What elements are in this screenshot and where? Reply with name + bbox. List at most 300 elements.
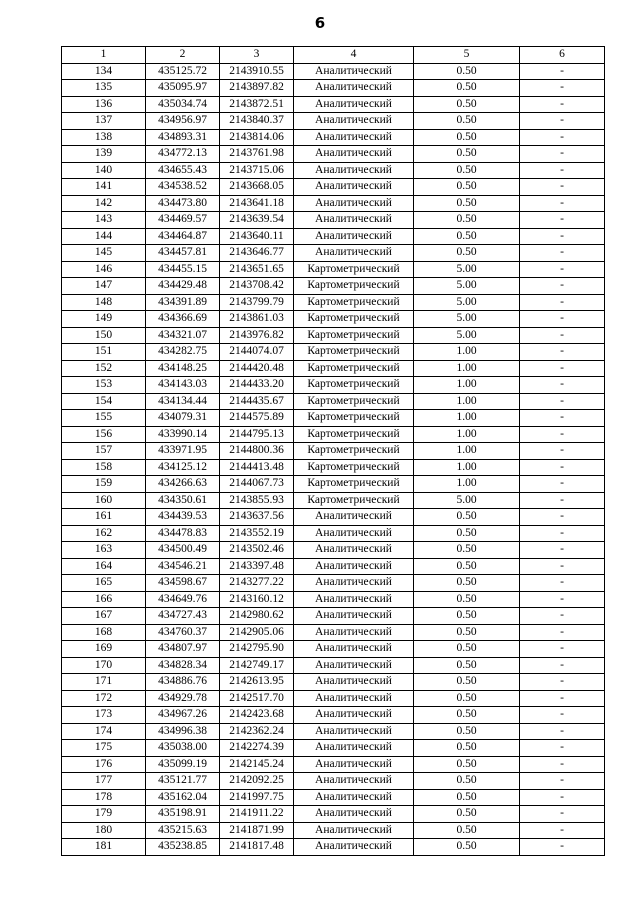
table-cell: 0.50: [414, 96, 520, 113]
table-cell: Картометрический: [294, 344, 414, 361]
table-cell: 2143910.55: [220, 63, 294, 80]
table-cell: -: [520, 542, 605, 559]
table-row: [62, 773, 605, 790]
table-cell: 135: [62, 80, 146, 97]
table-cell: 0.50: [414, 509, 520, 526]
table-cell: 148: [62, 294, 146, 311]
table-row: [62, 80, 605, 97]
table-cell: 175: [62, 740, 146, 757]
table-cell: Аналитический: [294, 212, 414, 229]
table-cell: 0.50: [414, 723, 520, 740]
table-cell: -: [520, 113, 605, 130]
table-cell: Аналитический: [294, 822, 414, 839]
table-row: [62, 723, 605, 740]
table-row: [62, 443, 605, 460]
table-cell: 152: [62, 360, 146, 377]
table-cell: 434464.87: [146, 228, 220, 245]
table-cell: 434956.97: [146, 113, 220, 130]
table-cell: -: [520, 789, 605, 806]
table-cell: 2143277.22: [220, 575, 294, 592]
table-cell: 166: [62, 591, 146, 608]
table-cell: -: [520, 459, 605, 476]
table-cell: -: [520, 80, 605, 97]
table-cell: 435095.97: [146, 80, 220, 97]
table-row: [62, 360, 605, 377]
table-cell: 171: [62, 674, 146, 691]
table-cell: 434967.26: [146, 707, 220, 724]
table-cell: 434455.15: [146, 261, 220, 278]
table-cell: Картометрический: [294, 426, 414, 443]
table-cell: -: [520, 756, 605, 773]
table-cell: Аналитический: [294, 96, 414, 113]
table-cell: 169: [62, 641, 146, 658]
table-cell: 5.00: [414, 294, 520, 311]
table-cell: Картометрический: [294, 443, 414, 460]
table-cell: -: [520, 311, 605, 328]
table-cell: 434886.76: [146, 674, 220, 691]
table-cell: 434125.12: [146, 459, 220, 476]
table-cell: 1.00: [414, 476, 520, 493]
table-cell: -: [520, 740, 605, 757]
table-cell: 0.50: [414, 558, 520, 575]
table-row: [62, 212, 605, 229]
table-row: [62, 839, 605, 856]
table-cell: 434760.37: [146, 624, 220, 641]
table-cell: 149: [62, 311, 146, 328]
table-row: [62, 674, 605, 691]
table-cell: Картометрический: [294, 278, 414, 295]
table-cell: 0.50: [414, 657, 520, 674]
table-cell: Картометрический: [294, 311, 414, 328]
table-cell: 434366.69: [146, 311, 220, 328]
table-cell: Аналитический: [294, 756, 414, 773]
table-cell: 170: [62, 657, 146, 674]
table-row: [62, 195, 605, 212]
table-cell: -: [520, 195, 605, 212]
table-cell: 0.50: [414, 575, 520, 592]
table-cell: 2142517.70: [220, 690, 294, 707]
table-cell: 138: [62, 129, 146, 146]
table-cell: 2143708.42: [220, 278, 294, 295]
table-row: [62, 410, 605, 427]
table-row: [62, 245, 605, 262]
table-cell: 434727.43: [146, 608, 220, 625]
table-cell: 434929.78: [146, 690, 220, 707]
table-cell: Аналитический: [294, 509, 414, 526]
table-cell: -: [520, 245, 605, 262]
table-cell: 5.00: [414, 278, 520, 295]
table-cell: 2143646.77: [220, 245, 294, 262]
table-cell: 0.50: [414, 212, 520, 229]
table-cell: 434282.75: [146, 344, 220, 361]
table-cell: 161: [62, 509, 146, 526]
table-cell: Аналитический: [294, 707, 414, 724]
table-cell: 0.50: [414, 740, 520, 757]
table-cell: 434457.81: [146, 245, 220, 262]
table-cell: 2143160.12: [220, 591, 294, 608]
table-cell: Аналитический: [294, 245, 414, 262]
table-cell: 434148.25: [146, 360, 220, 377]
table-cell: 145: [62, 245, 146, 262]
table-cell: -: [520, 723, 605, 740]
table-cell: 434429.48: [146, 278, 220, 295]
table-row: [62, 558, 605, 575]
table-cell: -: [520, 294, 605, 311]
table-cell: -: [520, 261, 605, 278]
table-cell: -: [520, 657, 605, 674]
table-row: [62, 278, 605, 295]
table-cell: 139: [62, 146, 146, 163]
table-cell: 1.00: [414, 393, 520, 410]
table-cell: 174: [62, 723, 146, 740]
table-row: [62, 179, 605, 196]
table-cell: 2143639.54: [220, 212, 294, 229]
table-cell: 156: [62, 426, 146, 443]
page-number: 6: [314, 14, 326, 32]
table-cell: -: [520, 608, 605, 625]
table-cell: 435238.85: [146, 839, 220, 856]
table-cell: 2142905.06: [220, 624, 294, 641]
table-cell: 2143640.11: [220, 228, 294, 245]
table-cell: 151: [62, 344, 146, 361]
table-cell: 0.50: [414, 228, 520, 245]
table-cell: 435121.77: [146, 773, 220, 790]
table-cell: Картометрический: [294, 393, 414, 410]
table-cell: -: [520, 707, 605, 724]
table-cell: 434478.83: [146, 525, 220, 542]
table-cell: 2143897.82: [220, 80, 294, 97]
table-cell: 0.50: [414, 674, 520, 691]
table-cell: -: [520, 146, 605, 163]
table-cell: 2144435.67: [220, 393, 294, 410]
table-row: [62, 806, 605, 823]
table-row: [62, 575, 605, 592]
table-cell: -: [520, 558, 605, 575]
table-cell: Аналитический: [294, 146, 414, 163]
table-row: [62, 789, 605, 806]
table-cell: 178: [62, 789, 146, 806]
table-cell: Аналитический: [294, 542, 414, 559]
coordinates-table: [61, 46, 605, 856]
table-cell: 0.50: [414, 756, 520, 773]
table-cell: Картометрический: [294, 410, 414, 427]
table-cell: 158: [62, 459, 146, 476]
column-header: 4: [294, 47, 414, 64]
table-cell: Аналитический: [294, 773, 414, 790]
table-cell: 2143861.03: [220, 311, 294, 328]
table-row: [62, 641, 605, 658]
table-cell: Аналитический: [294, 162, 414, 179]
table-cell: Аналитический: [294, 839, 414, 856]
table-cell: 144: [62, 228, 146, 245]
table-cell: 0.50: [414, 162, 520, 179]
table-row: [62, 657, 605, 674]
table-cell: 0.50: [414, 179, 520, 196]
table-row: [62, 591, 605, 608]
table-cell: 2143651.65: [220, 261, 294, 278]
table-cell: 140: [62, 162, 146, 179]
table-cell: Аналитический: [294, 195, 414, 212]
table-row: [62, 311, 605, 328]
table-cell: -: [520, 641, 605, 658]
table-cell: 164: [62, 558, 146, 575]
table-row: [62, 690, 605, 707]
table-cell: 5.00: [414, 492, 520, 509]
table-cell: 2141997.75: [220, 789, 294, 806]
table-cell: 434772.13: [146, 146, 220, 163]
column-header: 3: [220, 47, 294, 64]
table-cell: Аналитический: [294, 624, 414, 641]
table-cell: 0.50: [414, 63, 520, 80]
table-cell: Аналитический: [294, 789, 414, 806]
table-cell: -: [520, 179, 605, 196]
table-cell: 0.50: [414, 113, 520, 130]
table-cell: Картометрический: [294, 327, 414, 344]
table-cell: 2141871.99: [220, 822, 294, 839]
table-row: [62, 393, 605, 410]
table-cell: 0.50: [414, 542, 520, 559]
table-cell: 163: [62, 542, 146, 559]
table-cell: 2144067.73: [220, 476, 294, 493]
table-cell: 153: [62, 377, 146, 394]
table-cell: 1.00: [414, 377, 520, 394]
table-cell: 435125.72: [146, 63, 220, 80]
table-cell: 180: [62, 822, 146, 839]
table-row: [62, 525, 605, 542]
table-row: [62, 740, 605, 757]
table-cell: 2141817.48: [220, 839, 294, 856]
table-cell: 1.00: [414, 410, 520, 427]
table-cell: Аналитический: [294, 575, 414, 592]
table-cell: -: [520, 377, 605, 394]
table-cell: Аналитический: [294, 558, 414, 575]
table-cell: 435198.91: [146, 806, 220, 823]
table-cell: 0.50: [414, 608, 520, 625]
table-cell: 146: [62, 261, 146, 278]
table-cell: 434538.52: [146, 179, 220, 196]
table-cell: Аналитический: [294, 129, 414, 146]
table-cell: Картометрический: [294, 294, 414, 311]
table-row: [62, 426, 605, 443]
table-cell: Аналитический: [294, 80, 414, 97]
table-cell: Аналитический: [294, 63, 414, 80]
table-cell: -: [520, 443, 605, 460]
table-cell: Аналитический: [294, 525, 414, 542]
table-cell: -: [520, 278, 605, 295]
table-cell: 433990.14: [146, 426, 220, 443]
table-cell: 0.50: [414, 525, 520, 542]
column-header: 6: [520, 47, 605, 64]
table-cell: 2142795.90: [220, 641, 294, 658]
table-cell: Картометрический: [294, 261, 414, 278]
table-cell: 434655.43: [146, 162, 220, 179]
table-cell: 0.50: [414, 245, 520, 262]
table-cell: 5.00: [414, 261, 520, 278]
table-row: [62, 129, 605, 146]
table-cell: 434828.34: [146, 657, 220, 674]
table-cell: Картометрический: [294, 459, 414, 476]
table-row: [62, 624, 605, 641]
table-cell: 2143668.05: [220, 179, 294, 196]
table-row: [62, 707, 605, 724]
table-row: [62, 146, 605, 163]
table-row: [62, 294, 605, 311]
table-cell: 2143872.51: [220, 96, 294, 113]
table-cell: 2143761.98: [220, 146, 294, 163]
table-row: [62, 63, 605, 80]
table-cell: 172: [62, 690, 146, 707]
table-cell: 2143397.48: [220, 558, 294, 575]
table-cell: 167: [62, 608, 146, 625]
table-cell: 0.50: [414, 641, 520, 658]
table-row: [62, 228, 605, 245]
table-cell: 173: [62, 707, 146, 724]
table-cell: 2144413.48: [220, 459, 294, 476]
table-cell: 434143.03: [146, 377, 220, 394]
table-cell: -: [520, 509, 605, 526]
table-cell: 2143637.56: [220, 509, 294, 526]
table-cell: 143: [62, 212, 146, 229]
table-body: [62, 63, 605, 855]
table-cell: -: [520, 360, 605, 377]
table-cell: Аналитический: [294, 113, 414, 130]
table-cell: 0.50: [414, 789, 520, 806]
table-cell: 2143715.06: [220, 162, 294, 179]
column-header: 2: [146, 47, 220, 64]
table-cell: 2142362.24: [220, 723, 294, 740]
table-cell: 2142274.39: [220, 740, 294, 757]
table-cell: 0.50: [414, 839, 520, 856]
table-cell: 181: [62, 839, 146, 856]
table-cell: 2144420.48: [220, 360, 294, 377]
table-cell: 2142423.68: [220, 707, 294, 724]
table-cell: 0.50: [414, 195, 520, 212]
table-row: [62, 344, 605, 361]
table-cell: Картометрический: [294, 377, 414, 394]
table-cell: 434134.44: [146, 393, 220, 410]
table-cell: Аналитический: [294, 591, 414, 608]
table-cell: 2142092.25: [220, 773, 294, 790]
table-cell: Картометрический: [294, 492, 414, 509]
table-cell: 434996.38: [146, 723, 220, 740]
table-cell: 2143799.79: [220, 294, 294, 311]
table-cell: 2143976.82: [220, 327, 294, 344]
table-cell: -: [520, 591, 605, 608]
table-cell: Картометрический: [294, 476, 414, 493]
table-cell: 0.50: [414, 773, 520, 790]
table-cell: -: [520, 212, 605, 229]
table-cell: 150: [62, 327, 146, 344]
table-cell: 154: [62, 393, 146, 410]
table-cell: -: [520, 624, 605, 641]
table-cell: -: [520, 162, 605, 179]
table-row: [62, 608, 605, 625]
table-cell: 168: [62, 624, 146, 641]
table-cell: 434598.67: [146, 575, 220, 592]
table-row: [62, 261, 605, 278]
table-cell: 434391.89: [146, 294, 220, 311]
table-cell: 434500.49: [146, 542, 220, 559]
table-cell: 435162.04: [146, 789, 220, 806]
table-cell: 5.00: [414, 327, 520, 344]
table-cell: Аналитический: [294, 608, 414, 625]
table-row: [62, 822, 605, 839]
table-cell: -: [520, 476, 605, 493]
table-cell: 434807.97: [146, 641, 220, 658]
table-row: [62, 492, 605, 509]
table-row: [62, 459, 605, 476]
table-cell: 434266.63: [146, 476, 220, 493]
table-row: [62, 509, 605, 526]
table-cell: -: [520, 344, 605, 361]
table-cell: 434469.57: [146, 212, 220, 229]
table-cell: -: [520, 492, 605, 509]
table-cell: -: [520, 690, 605, 707]
table-row: [62, 327, 605, 344]
table-cell: 434350.61: [146, 492, 220, 509]
table-cell: 434321.07: [146, 327, 220, 344]
table-cell: 159: [62, 476, 146, 493]
table-cell: 434649.76: [146, 591, 220, 608]
table-cell: 2142145.24: [220, 756, 294, 773]
table-cell: -: [520, 426, 605, 443]
table-row: [62, 756, 605, 773]
table-cell: 134: [62, 63, 146, 80]
table-cell: Аналитический: [294, 228, 414, 245]
table-cell: 0.50: [414, 146, 520, 163]
table-cell: 2143552.19: [220, 525, 294, 542]
table-cell: 0.50: [414, 806, 520, 823]
table-cell: 435034.74: [146, 96, 220, 113]
table-cell: 2144575.89: [220, 410, 294, 427]
table-cell: -: [520, 96, 605, 113]
table-cell: 176: [62, 756, 146, 773]
table-cell: -: [520, 525, 605, 542]
table-cell: 0.50: [414, 129, 520, 146]
table-cell: Аналитический: [294, 740, 414, 757]
table-cell: 147: [62, 278, 146, 295]
table-cell: 136: [62, 96, 146, 113]
table-cell: -: [520, 410, 605, 427]
table-cell: 435215.63: [146, 822, 220, 839]
table-cell: 0.50: [414, 690, 520, 707]
table-cell: 0.50: [414, 624, 520, 641]
table-cell: 1.00: [414, 360, 520, 377]
table-cell: Аналитический: [294, 806, 414, 823]
column-header: 5: [414, 47, 520, 64]
table-cell: 1.00: [414, 443, 520, 460]
table-cell: 1.00: [414, 426, 520, 443]
table-cell: -: [520, 839, 605, 856]
table-cell: 155: [62, 410, 146, 427]
table-cell: 2144795.13: [220, 426, 294, 443]
table-cell: -: [520, 63, 605, 80]
table-cell: 435099.19: [146, 756, 220, 773]
table-cell: 2143814.06: [220, 129, 294, 146]
table-cell: Аналитический: [294, 641, 414, 658]
table-cell: 2144433.20: [220, 377, 294, 394]
table-cell: 2144074.07: [220, 344, 294, 361]
table-row: [62, 542, 605, 559]
table-cell: Аналитический: [294, 674, 414, 691]
table-cell: 2142980.62: [220, 608, 294, 625]
table-cell: 2143855.93: [220, 492, 294, 509]
table-row: [62, 377, 605, 394]
table-cell: -: [520, 575, 605, 592]
table-cell: -: [520, 773, 605, 790]
table-row: [62, 162, 605, 179]
table-cell: Аналитический: [294, 723, 414, 740]
